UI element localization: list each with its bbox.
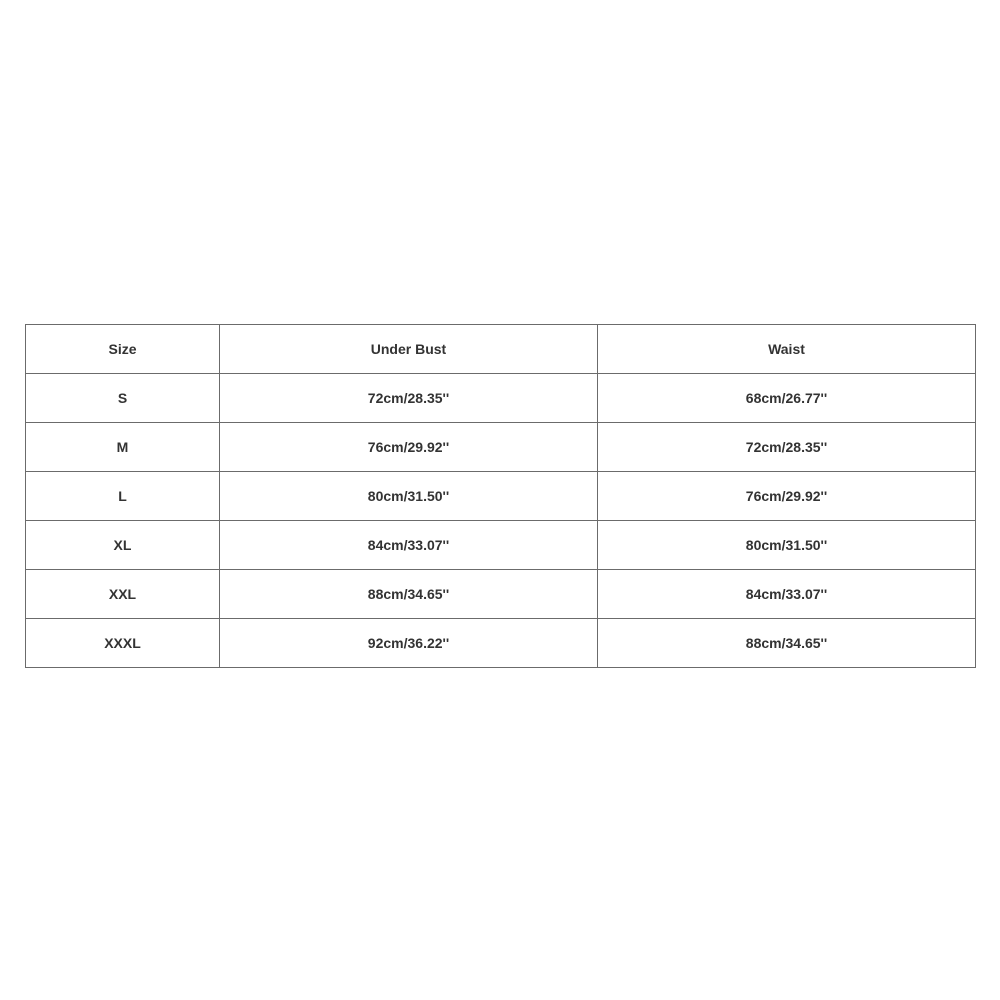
cell-size: XXL (26, 570, 220, 619)
table-body (26, 374, 976, 668)
cell-waist: 72cm/28.35'' (598, 423, 976, 472)
cell-under-bust: 92cm/36.22'' (220, 619, 598, 668)
cell-size: L (26, 472, 220, 521)
cell-waist: 80cm/31.50'' (598, 521, 976, 570)
header-row (26, 325, 976, 374)
header-size: Size (26, 325, 220, 374)
cell-under-bust: 88cm/34.65'' (220, 570, 598, 619)
table-row (26, 521, 976, 570)
table-header (26, 325, 976, 374)
cell-size: S (26, 374, 220, 423)
cell-waist: 84cm/33.07'' (598, 570, 976, 619)
table-row (26, 570, 976, 619)
table-row (26, 423, 976, 472)
cell-under-bust: 80cm/31.50'' (220, 472, 598, 521)
table-row (26, 374, 976, 423)
cell-size: XL (26, 521, 220, 570)
size-chart-table (25, 324, 976, 668)
cell-size: M (26, 423, 220, 472)
table-row (26, 472, 976, 521)
cell-waist: 88cm/34.65'' (598, 619, 976, 668)
header-under-bust: Under Bust (220, 325, 598, 374)
header-waist: Waist (598, 325, 976, 374)
cell-waist: 68cm/26.77'' (598, 374, 976, 423)
cell-waist: 76cm/29.92'' (598, 472, 976, 521)
cell-under-bust: 76cm/29.92'' (220, 423, 598, 472)
cell-size: XXXL (26, 619, 220, 668)
cell-under-bust: 72cm/28.35'' (220, 374, 598, 423)
table-row (26, 619, 976, 668)
cell-under-bust: 84cm/33.07'' (220, 521, 598, 570)
